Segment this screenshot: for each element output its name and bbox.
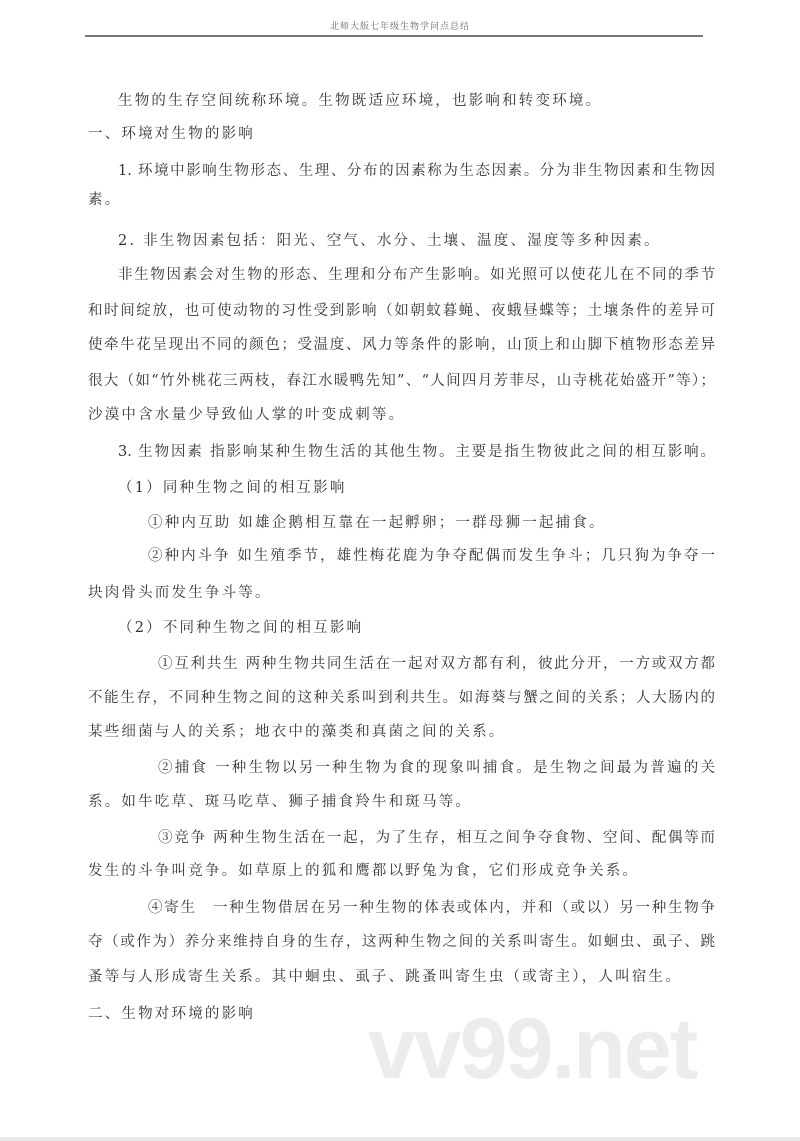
page-header: 北师大版七年级生物学问点总结 bbox=[329, 22, 470, 32]
text-line: 和时间绽放，也可使动物的习性受到影响（如朝蚊暮蝇、夜蛾昼蝶等；土壤条件的差异可 bbox=[88, 303, 715, 319]
text-line: 系。如牛吃草、斑马吃草、狮子捕食羚牛和斑马等。 bbox=[88, 794, 473, 810]
subheading: （2）不同种生物之间的相互影响 bbox=[118, 620, 364, 636]
text-line: 蚤等与人形成寄生关系。其中蛔虫、虱子、跳蚤叫寄生虫（或寄主），人叫宿生。 bbox=[88, 969, 682, 985]
text-line: 某些细菌与人的关系；地衣中的藻类和真菌之间的关系。 bbox=[88, 724, 506, 740]
subheading: （1）同种生物之间的相互影响 bbox=[118, 480, 347, 496]
text-line: 3. 生物因素 指影响某种生物生活的其他生物。主要是指生物彼此之间的相互影响。 bbox=[118, 444, 715, 460]
section-heading-1: 一、环境对生物的影响 bbox=[88, 126, 255, 142]
text-line: 非生物因素会对生物的形态、生理和分布产生影响。如光照可以使花儿在不同的季节 bbox=[118, 267, 715, 283]
text-line: ①互利共生 两种生物共同生活在一起对双方都有利，彼此分开，一方或双方都 bbox=[158, 656, 715, 672]
text-line: ①种内互助 如雄企鹅相互靠在一起孵卵；一群母狮一起捕食。 bbox=[148, 515, 606, 531]
intro-line: 生物的生存空间统称环境。生物既适应环境，也影响和转变环境。 bbox=[118, 93, 603, 109]
header-rule bbox=[85, 35, 703, 37]
text-line: ②种内斗争 如生殖季节，雄性梅花鹿为争夺配偶而发生争斗；几只狗为争夺一 bbox=[148, 548, 715, 564]
watermark: vv99.net bbox=[368, 1001, 697, 1097]
text-line: ③竞争 两种生物生活在一起，为了生存，相互之间争夺食物、空间、配偶等而 bbox=[158, 830, 715, 846]
text-line: 发生的斗争叫竞争。如草原上的狐和鹰都以野兔为食，它们形成竞争关系。 bbox=[88, 863, 640, 879]
section-heading-2: 二、生物对环境的影响 bbox=[88, 1006, 255, 1022]
text-line: 1. 环境中影响生物形态、生理、分布的因素称为生态因素。分为非生物因素和生物因 bbox=[118, 163, 715, 179]
text-line: 夺（或作为）养分来维持自身的生存，这两种生物之间的关系叫寄生。如蛔虫、虱子、跳 bbox=[88, 934, 715, 950]
text-line: 使牵牛花呈现出不同的颜色；受温度、风力等条件的影响，山顶上和山脚下植物形态差异 bbox=[88, 337, 715, 353]
text-line: 素。 bbox=[88, 192, 122, 208]
text-line: 不能生存，不同种生物之间的这种关系叫到利共生。如海葵与蟹之间的关系；人大肠内的 bbox=[88, 690, 715, 706]
text-line: 块肉骨头而发生争斗等。 bbox=[88, 585, 272, 601]
text-line: ④寄生 一种生物借居在另一种生物的体表或体内，并和（或以）另一种生物争 bbox=[148, 900, 715, 916]
text-line: ②捕食 一种生物以另一种生物为食的现象叫捕食。是生物之间最为普遍的关 bbox=[158, 760, 715, 776]
text-line: 很大（如“竹外桃花三两枝，春江水暖鸭先知”、“人间四月芳菲尽，山寺桃花始盛开”等）； bbox=[88, 373, 715, 389]
text-line: 沙漠中含水量少导致仙人掌的叶变成刺等。 bbox=[88, 407, 406, 423]
text-line: 2. 非生物因素包括：阳光、空气、水分、土壤、温度、湿度等多种因素。 bbox=[118, 233, 661, 249]
